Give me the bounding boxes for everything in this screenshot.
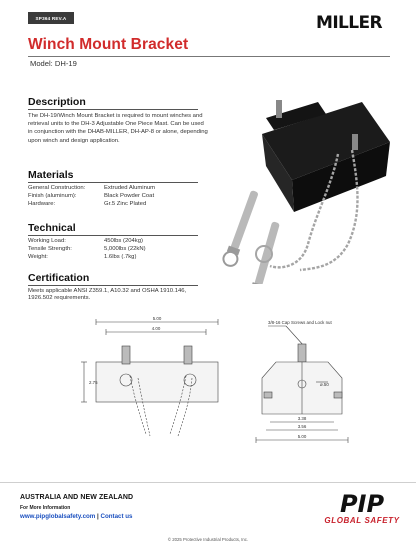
region-heading: AUSTRALIA AND NEW ZEALAND <box>20 494 134 501</box>
website-link[interactable]: www.pipglobalsafety.com <box>20 513 96 520</box>
spec-label: Finish (aluminum): <box>28 193 77 199</box>
title-divider <box>28 56 390 57</box>
spec-value: 450lbs (204kg) <box>104 238 143 244</box>
certification-text: Meets applicable ANSI Z359.1, A10.32 and OSHA 1910.146, 1926.502 requirements. <box>28 288 187 302</box>
link-separator: | <box>97 513 99 520</box>
product-photo <box>222 94 398 284</box>
model-number: Model: DH-19 <box>30 59 77 68</box>
technical-heading: Technical <box>28 222 76 234</box>
dim-side-overall: 5.00 <box>297 434 307 439</box>
copyright-notice: © 2025 Protective Industrial Products, Inc. <box>167 537 249 542</box>
description-divider <box>28 109 198 110</box>
fastener-callout: 3/8-16 Cap Screws and Lock nut <box>268 320 332 325</box>
spec-label: Tensile Strength: <box>28 246 72 252</box>
materials-divider <box>28 182 198 183</box>
spec-label: Hardware: <box>28 201 56 207</box>
document-code-badge: SP364 REV.A <box>28 12 74 24</box>
bolt-icon <box>352 134 358 150</box>
dim-side-a: 3.38 <box>297 416 307 421</box>
bolt-icon <box>276 100 282 118</box>
spec-value: 5,000lbs (22kN) <box>104 246 146 252</box>
materials-heading: Materials <box>28 169 74 181</box>
dim-side-b: 3.56 <box>297 424 307 429</box>
contact-link[interactable]: Contact us <box>100 513 133 520</box>
miller-logo-text: MILLER <box>316 13 383 33</box>
spec-value: Black Powder Coat <box>104 193 155 199</box>
spec-label: Weight: <box>28 254 48 260</box>
spec-value: Extruded Aluminum <box>104 185 156 191</box>
footer-divider <box>0 482 416 483</box>
pip-global-safety-logo <box>314 490 410 526</box>
miller-logo <box>316 12 390 34</box>
pip-tagline: GLOBAL SAFETY <box>324 516 400 525</box>
pip-wordmark: PIP <box>339 490 385 518</box>
technical-divider <box>28 235 198 236</box>
dim-inner-width: 4.00 <box>151 326 161 331</box>
dim-hole-diameter: ø.50 <box>320 382 329 387</box>
more-info-label: For More Information <box>20 505 71 511</box>
certification-heading: Certification <box>28 272 90 284</box>
certification-divider <box>28 285 198 286</box>
description-text: The DH-19/Winch Mount Bracket is required to mount winches and retrieval units to the DH-3 Adjustable One Piece Mast. Can be used in conjunction with the DHAB-MILLER, DH-AP-8 or alone, depending upon winch and design application. <box>28 113 208 144</box>
spec-value: 1.6lbs (.7kg) <box>104 254 137 260</box>
technical-drawing <box>80 316 380 446</box>
dim-overall-width: 5.00 <box>152 316 162 321</box>
pin-icon <box>247 220 283 284</box>
page-title: Winch Mount Bracket <box>28 36 189 53</box>
dim-height: 2.75 <box>89 380 98 385</box>
description-heading: Description <box>28 96 86 108</box>
spec-value: Gr.5 Zinc Plated <box>104 201 147 207</box>
spec-label: General Construction: <box>28 185 86 191</box>
footer-links <box>20 513 132 520</box>
spec-label: Working Load: <box>28 238 66 244</box>
